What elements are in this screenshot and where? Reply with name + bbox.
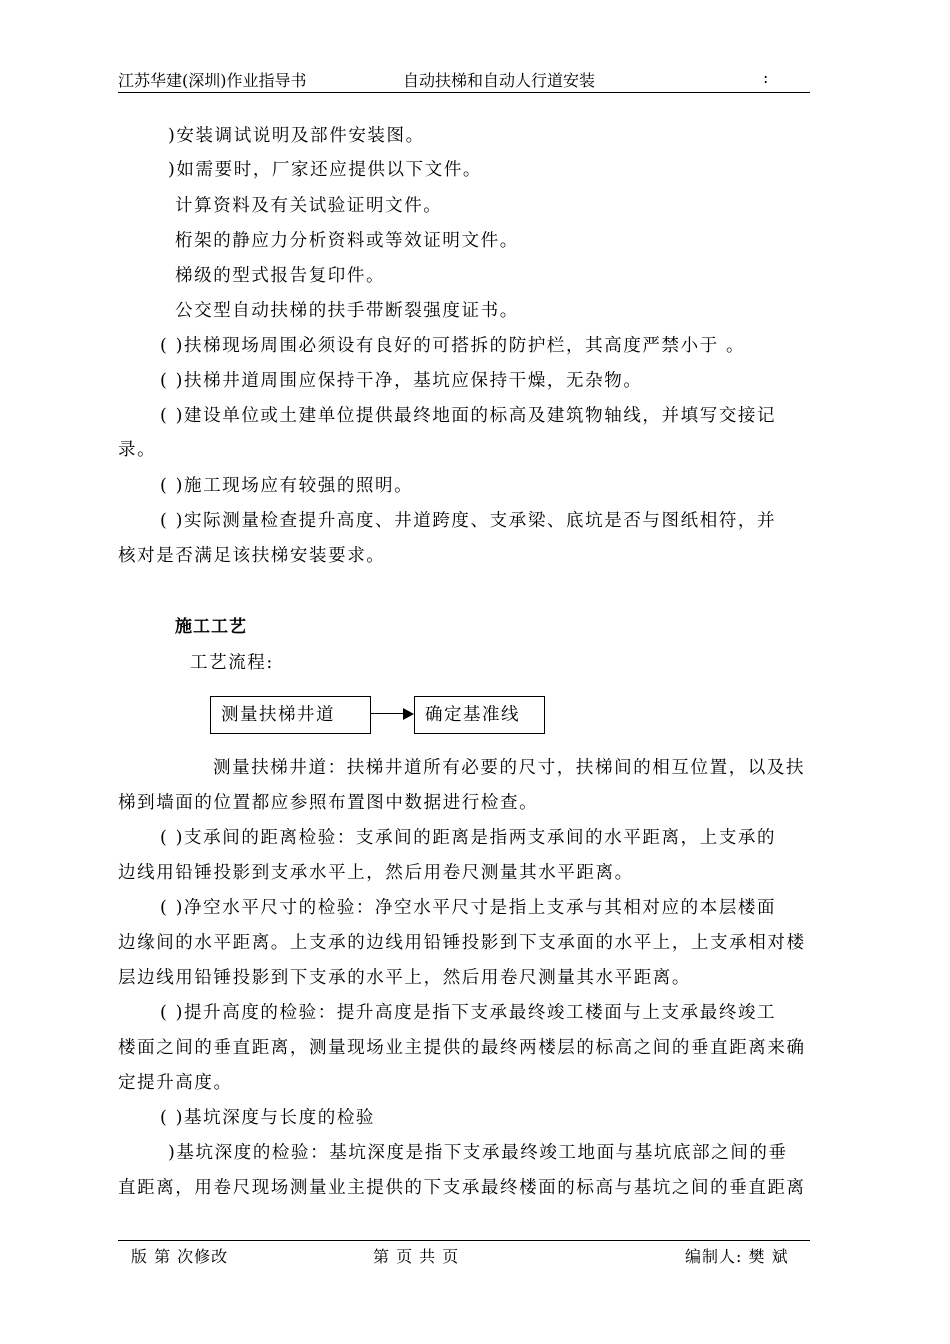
footer-rule <box>118 1240 810 1241</box>
flow-arrow-line <box>370 713 404 714</box>
body-line: ( )净空水平尺寸的检验：净空水平尺寸是指上支承与其相对应的本层楼面 <box>160 898 777 918</box>
footer-revision: 版 第 次修改 <box>131 1247 229 1266</box>
body-line: 楼面之间的垂直距离，测量现场业主提供的最终两楼层的标高之间的垂直距离来确 <box>118 1038 806 1058</box>
flow-box-label: 测量扶梯井道 <box>221 705 335 725</box>
footer-page-number: 第 页 共 页 <box>373 1247 460 1266</box>
body-line: ( )扶梯井道周围应保持干净，基坑应保持干燥，无杂物。 <box>160 371 643 391</box>
body-line: 边线用铅锤投影到支承水平上，然后用卷尺测量其水平距离。 <box>118 863 634 883</box>
body-line: ( )提升高度的检验：提升高度是指下支承最终竣工楼面与上支承最终竣工 <box>160 1003 777 1023</box>
footer-author: 编制人: 樊 斌 <box>685 1247 789 1266</box>
body-line: )基坑深度的检验：基坑深度是指下支承最终竣工地面与基坑底部之间的垂 <box>168 1143 788 1163</box>
body-line: 定提升高度。 <box>118 1073 233 1093</box>
body-line: 计算资料及有关试验证明文件。 <box>175 196 443 216</box>
header-rule <box>118 92 810 93</box>
body-line: 梯级的型式报告复印件。 <box>175 266 386 286</box>
body-line: 梯到墙面的位置都应参照布置图中数据进行检查。 <box>118 793 539 813</box>
body-line: ( )建设单位或土建单位提供最终地面的标高及建筑物轴线，并填写交接记 <box>160 406 777 426</box>
body-line: ( )扶梯现场周围必须设有良好的可搭拆的防护栏，其高度严禁小于 。 <box>160 336 746 356</box>
body-line: 公交型自动扶梯的扶手带断裂强度证书。 <box>175 301 519 321</box>
section-subtitle: 工艺流程: <box>190 653 274 673</box>
body-line: 核对是否满足该扶梯安装要求。 <box>118 546 386 566</box>
flow-box-measure <box>210 696 371 734</box>
flow-box-baseline <box>414 696 545 734</box>
body-line: 直距离，用卷尺现场测量业主提供的下支承最终楼面的标高与基坑之间的垂直距离 <box>118 1178 806 1198</box>
body-line: 桁架的静应力分析资料或等效证明文件。 <box>175 231 519 251</box>
body-line: ( )支承间的距离检验：支承间的距离是指两支承间的水平距离，上支承的 <box>160 828 777 848</box>
body-line: 边缘间的水平距离。上支承的边线用铅锤投影到下支承面的水平上，上支承相对楼 <box>118 933 806 953</box>
body-line: )如需要时，厂家还应提供以下文件。 <box>168 160 483 180</box>
header-title: 自动扶梯和自动人行道安装 <box>403 71 596 90</box>
body-line: )安装调试说明及部件安装图。 <box>168 126 425 146</box>
section-title: 施工工艺 <box>175 617 247 637</box>
body-line: ( )施工现场应有较强的照明。 <box>160 476 414 496</box>
body-line: 层边线用铅锤投影到下支承的水平上，然后用卷尺测量其水平距离。 <box>118 968 691 988</box>
body-line: 录。 <box>118 440 157 460</box>
header-right: : <box>763 68 769 87</box>
header-company: 江苏华建(深圳)作业指导书 <box>118 71 307 90</box>
page-header <box>118 68 810 92</box>
body-line: ( )基坑深度与长度的检验 <box>160 1108 376 1128</box>
arrow-right-icon <box>403 708 414 720</box>
body-line: 测量扶梯井道：扶梯井道所有必要的尺寸，扶梯间的相互位置，以及扶 <box>213 758 806 778</box>
flow-box-label: 确定基准线 <box>425 705 520 725</box>
body-line: ( )实际测量检查提升高度、井道跨度、支承梁、底坑是否与图纸相符，并 <box>160 511 777 531</box>
